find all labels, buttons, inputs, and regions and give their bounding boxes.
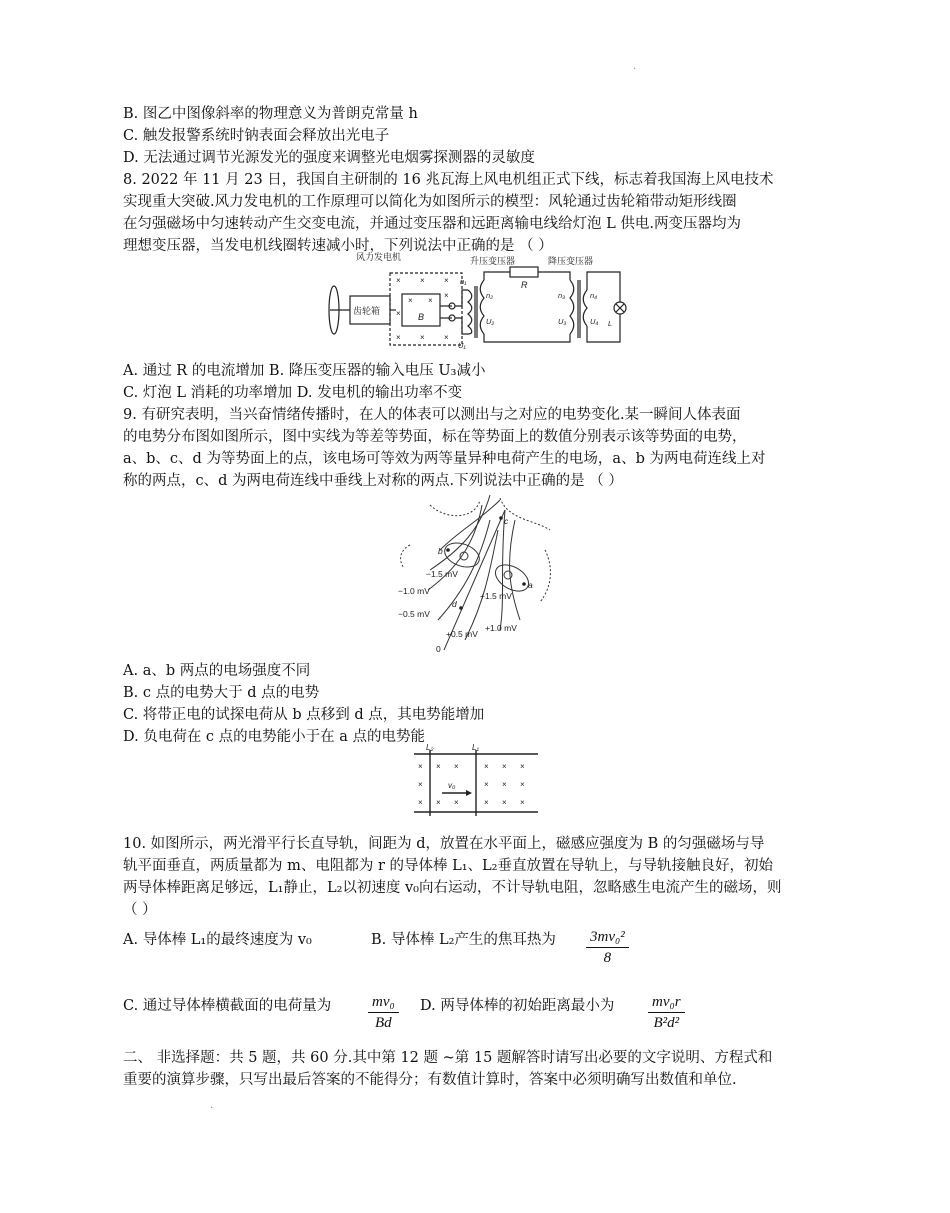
label-u3: U₃ <box>558 317 567 326</box>
q10-option-b: B. 导体棒 L₂产生的焦耳热为 <box>371 932 556 948</box>
q10-stem-line2: 轨平面垂直，两质量都为 m、电阻都为 r 的导体棒 L₁、L₂垂直放置在导轨上，与导轨接触良好，初始 <box>123 858 773 874</box>
svg-text:×: × <box>484 762 489 771</box>
label-plus-1-0: +1.0 mV <box>485 623 517 633</box>
svg-text:×: × <box>418 798 423 807</box>
svg-text:×: × <box>420 276 425 285</box>
svg-text:×: × <box>502 762 507 771</box>
label-r: R <box>521 280 528 290</box>
scan-dot: · <box>633 64 637 75</box>
wind-power-circuit-figure <box>320 250 640 350</box>
label-b: B <box>418 312 425 322</box>
label-u4: U₄ <box>590 317 599 326</box>
rails-figure <box>412 742 540 816</box>
q9-stem-line2: 的电势分布图如图所示，图中实线为等差等势面，标在等势面上的数值分别表示该等势面的电势， <box>123 429 747 445</box>
label-n2: n₂ <box>486 291 494 300</box>
label-plus-0-5: +0.5 mV <box>446 629 478 639</box>
label-v0: v₀ <box>448 781 456 790</box>
label-step-down: 降压变压器 <box>548 256 594 266</box>
svg-text:×: × <box>408 296 413 305</box>
svg-text:×: × <box>396 333 401 342</box>
q8-stem-line2: 实现重大突破.风力发电机的工作原理可以简化为如图所示的模型：风轮通过齿轮箱带动矩形线圈 <box>123 194 737 210</box>
label-l1: L₁ <box>472 743 479 752</box>
q9-stem-line1: 9. 有研究表明，当兴奋情绪传播时，在人的体表可以测出与之对应的电势变化.某一瞬间人体表面 <box>123 407 741 423</box>
label-plus-1-5: +1.5 mV <box>480 591 512 601</box>
label-generator: 风力发电机 <box>356 252 402 262</box>
svg-text:×: × <box>520 798 525 807</box>
svg-text:×: × <box>502 798 507 807</box>
label-minus-1-0: −1.0 mV <box>398 586 430 596</box>
q10-option-b-fraction <box>586 927 629 968</box>
label-n4: n₄ <box>590 291 598 300</box>
svg-text:×: × <box>420 333 425 342</box>
svg-text:×: × <box>436 798 441 807</box>
q8-options-ab: A. 通过 R 的电流增加 B. 降压变压器的输入电压 U₃减小 <box>123 363 486 379</box>
q9-option-a: A. a、b 两点的电场强度不同 <box>123 663 311 679</box>
svg-text:×: × <box>502 780 507 789</box>
q10-stem-line4: （ ） <box>123 902 157 918</box>
q10-option-d-fraction <box>648 992 685 1033</box>
svg-text:×: × <box>436 762 441 771</box>
q10-option-b-numerator: 3mv₀² <box>586 927 629 948</box>
q10-option-c: C. 通过导体棒横截面的电荷量为 <box>123 998 332 1014</box>
q10-stem-line1: 10. 如图所示，两光滑平行长直导轨，间距为 d，放置在水平面上，磁感应强度为 B 的匀强磁场与导 <box>123 836 765 852</box>
svg-text:×: × <box>520 780 525 789</box>
svg-text:×: × <box>454 798 459 807</box>
svg-text:×: × <box>520 762 525 771</box>
label-point-b: b <box>438 546 443 556</box>
label-point-a: a <box>528 580 533 590</box>
q9-stem-line4: 称的两点，c、d 为两电荷连线中垂线上对称的两点.下列说法中正确的是 （ ） <box>123 473 623 489</box>
q10-option-d-denominator: B²d² <box>653 1015 680 1031</box>
svg-text:×: × <box>444 291 449 300</box>
label-minus-1-5: −1.5 mV <box>426 569 458 579</box>
q8-stem-line3: 在匀强磁场中匀速转动产生交变电流，并通过变压器和远距离输电线给灯泡 L 供电.两变压器均为 <box>123 216 741 232</box>
q10-option-d-numerator: mv₀r <box>648 992 685 1013</box>
label-point-d: d <box>452 599 457 609</box>
q9-option-d: D. 负电荷在 c 点的电势能小于在 a 点的电势能 <box>123 729 426 745</box>
q10-option-c-fraction <box>368 992 399 1033</box>
q7-option-b: B. 图乙中图像斜率的物理意义为普朗克常量 h <box>123 106 418 122</box>
q7-option-c: C. 触发报警系统时钠表面会释放出光电子 <box>123 128 390 144</box>
q8-stem-line1: 8. 2022 年 11 月 23 日，我国自主研制的 16 兆瓦海上风电机组正式下线，标志着我国海上风电技术 <box>123 172 774 188</box>
q7-option-d: D. 无法通过调节光源发光的强度来调整光电烟雾探测器的灵敏度 <box>123 150 535 166</box>
svg-text:×: × <box>428 296 433 305</box>
label-u2: U₂ <box>486 317 495 326</box>
label-l: L <box>608 319 613 328</box>
label-l2: L₂ <box>426 743 434 752</box>
equipotential-figure <box>390 490 560 655</box>
label-point-c: c <box>504 516 509 526</box>
label-zero: 0 <box>436 644 441 654</box>
q8-options-cd: C. 灯泡 L 消耗的功率增加 D. 发电机的输出功率不变 <box>123 385 463 401</box>
q9-option-b: B. c 点的电势大于 d 点的电势 <box>123 685 320 701</box>
svg-text:×: × <box>484 798 489 807</box>
section2-line2: 重要的演算步骤，只写出最后答案的不能得分；有数值计算时，答案中必须明确写出数值和单位. <box>123 1072 737 1088</box>
svg-text:×: × <box>396 309 401 318</box>
svg-text:×: × <box>396 276 401 285</box>
q10-option-d: D. 两导体棒的初始距离最小为 <box>420 998 615 1014</box>
q8-stem-line4: 理想变压器，当发电机线圈转速减小时，下列说法中正确的是 （ ） <box>123 238 553 254</box>
label-n3: n₃ <box>558 291 566 300</box>
label-minus-0-5: −0.5 mV <box>398 609 430 619</box>
svg-text:×: × <box>444 276 449 285</box>
q9-option-c: C. 将带正电的试探电荷从 b 点移到 d 点，其电势能增加 <box>123 707 485 723</box>
q10-option-a: A. 导体棒 L₁的最终速度为 v₀ <box>123 932 312 948</box>
label-gearbox: 齿轮箱 <box>353 306 381 316</box>
label-step-up: 升压变压器 <box>470 256 516 266</box>
svg-text:×: × <box>418 780 423 789</box>
svg-text:×: × <box>484 780 489 789</box>
q10-option-c-denominator: Bd <box>375 1015 392 1031</box>
label-u1: U₁ <box>458 341 466 350</box>
label-n1: n₁ <box>460 277 467 286</box>
svg-text:×: × <box>418 762 423 771</box>
q10-option-b-denominator: 8 <box>603 950 612 966</box>
svg-text:×: × <box>444 333 449 342</box>
scan-dot-bottom: · <box>210 1103 214 1114</box>
q9-stem-line3: a、b、c、d 为等势面上的点，该电场可等效为两等量异种电荷产生的电场，a、b 为两电荷连线上对 <box>123 451 766 467</box>
section2-line1: 二、 非选择题：共 5 题，共 60 分.其中第 12 题 ~第 15 题解答时请写出必要的文字说明、方程式和 <box>123 1050 773 1066</box>
q10-option-c-numerator: mv₀ <box>368 992 399 1013</box>
svg-text:×: × <box>454 762 459 771</box>
q10-stem-line3: 两导体棒距离足够远，L₁静止，L₂以初速度 v₀向右运动，不计导轨电阻，忽略感生电流产生的磁场，则 <box>123 880 782 896</box>
